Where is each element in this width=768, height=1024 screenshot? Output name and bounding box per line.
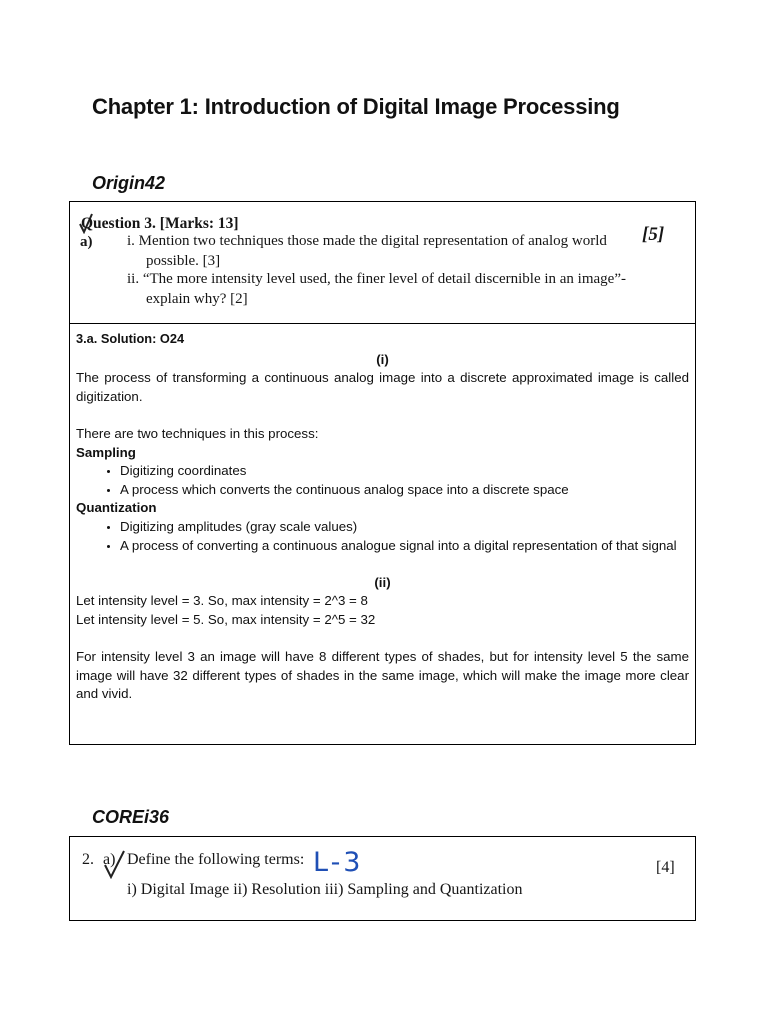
quantization-list	[76, 518, 689, 555]
list-item: • Digitizing amplitudes (gray scale values)	[120, 518, 689, 537]
calculation-line-1: Let intensity level = 3. So, max intensity = 2^3 = 8	[76, 593, 368, 609]
calculation-line-2: Let intensity level = 5. So, max intensity = 2^5 = 32	[76, 611, 376, 627]
handwritten-note: L-3	[313, 847, 364, 878]
part-ii-label: (ii)	[374, 574, 391, 590]
question-2-line-1: Define the following terms:	[127, 851, 305, 868]
sampling-label: Sampling	[76, 444, 136, 460]
question-3-heading: Question 3. [Marks: 13]	[81, 215, 239, 232]
chapter-title: Chapter 1: Introduction of Digital Image Processing	[92, 94, 620, 119]
question-3-line-4: explain why? [2]	[146, 291, 248, 307]
question-2-box	[69, 836, 696, 921]
question-2-number: 2.	[82, 851, 94, 868]
solution-title: 3.a. Solution: O24	[76, 331, 185, 346]
question-3-box	[69, 201, 696, 745]
question-3-side-marks: [5]	[642, 224, 665, 245]
solution-body	[70, 324, 695, 704]
techniques-intro: There are two techniques in this process:	[76, 425, 319, 441]
question-2-marks: [4]	[656, 859, 675, 876]
tick-mark-icon	[102, 849, 126, 879]
question-3-line-1: i. Mention two techniques those made the digital representation of analog world	[127, 233, 607, 249]
question-2-line-2: i) Digital Image ii) Resolution iii) Sampling and Quantization	[127, 881, 523, 898]
scanned-question-2	[70, 837, 695, 920]
quantization-label: Quantization	[76, 500, 157, 516]
sampling-list	[76, 462, 689, 499]
section-heading-corei: COREi36	[92, 807, 170, 827]
question-2-part-label: a)	[103, 851, 116, 868]
question-3-line-3: ii. “The more intensity level used, the finer level of detail discernible in an image”-	[127, 271, 626, 287]
question-3-line-2: possible. [3]	[146, 253, 221, 269]
question-3-part-label: a)	[80, 234, 93, 250]
scanned-question-3	[70, 202, 695, 324]
list-item: • Digitizing coordinates	[120, 462, 689, 481]
digitization-definition: The process of transforming a continuous analog image into a discrete approximated image is called digitization.	[76, 370, 689, 404]
list-item: • A process of converting a continuous analogue signal into a digital representation of that signal	[120, 537, 689, 556]
section-heading-origin: Origin42	[92, 173, 166, 193]
part-i-label: (i)	[376, 351, 389, 367]
conclusion-paragraph: For intensity level 3 an image will have 8 different types of shades, but for intensity level 5 the same image will have 32 different types of shades in the same image, which will make the image more clear and vivid.	[76, 649, 689, 702]
list-item: • A process which converts the continuous analog space into a discrete space	[120, 481, 689, 500]
